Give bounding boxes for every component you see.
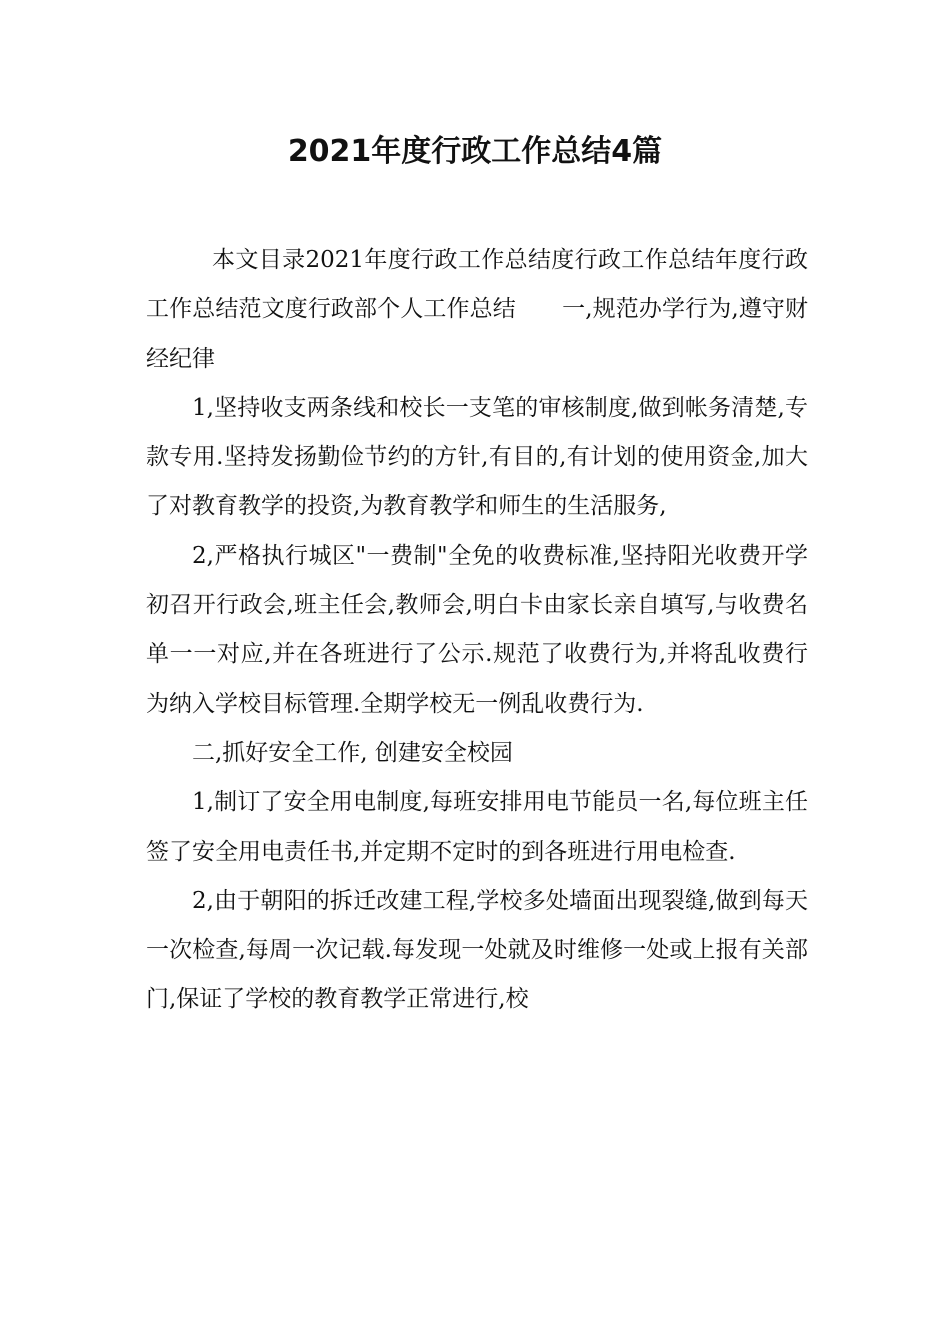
section-heading-safety: 二,抓好安全工作, 创建安全校园 [192, 739, 513, 766]
paragraph-safety-1: 1,制订了安全用电制度,每班安排用电节能员一名,每位班主任签了安全用电责任书,并定期不定时的到各班进行用电检查. [146, 789, 808, 865]
document-title: 2021年度行政工作总结4篇 [287, 134, 663, 169]
document-body [146, 236, 808, 1025]
paragraph-finance-2: 2,严格执行城区"一费制"全免的收费标准,坚持阳光收费开学初召开行政会,班主任会,教师会,明白卡由家长亲自填写,与收费名单一一对应,并在各班进行了公示.规范了收费行为,并将乱收费行为纳入学校目标管理.全期学校无一例乱收费行为. [146, 542, 808, 717]
paragraph-safety-2: 2,由于朝阳的拆迁改建工程,学校多处墙面出现裂缝,做到每天一次检查,每周一次记载.每发现一处就及时维修一处或上报有关部门,保证了学校的教育教学正常进行,校 [146, 887, 808, 1013]
paragraph-intro: 本文目录2021年度行政工作总结度行政工作总结年度行政工作总结范文度行政部个人工作总结 一,规范办学行为,遵守财经纪律 [146, 247, 808, 372]
paragraph-finance-1: 1,坚持收支两条线和校长一支笔的审核制度,做到帐务清楚,专款专用.坚持发扬勤俭节约的方针,有目的,有计划的使用资金,加大了对教育教学的投资,为教育教学和师生的生活服务, [146, 394, 808, 520]
